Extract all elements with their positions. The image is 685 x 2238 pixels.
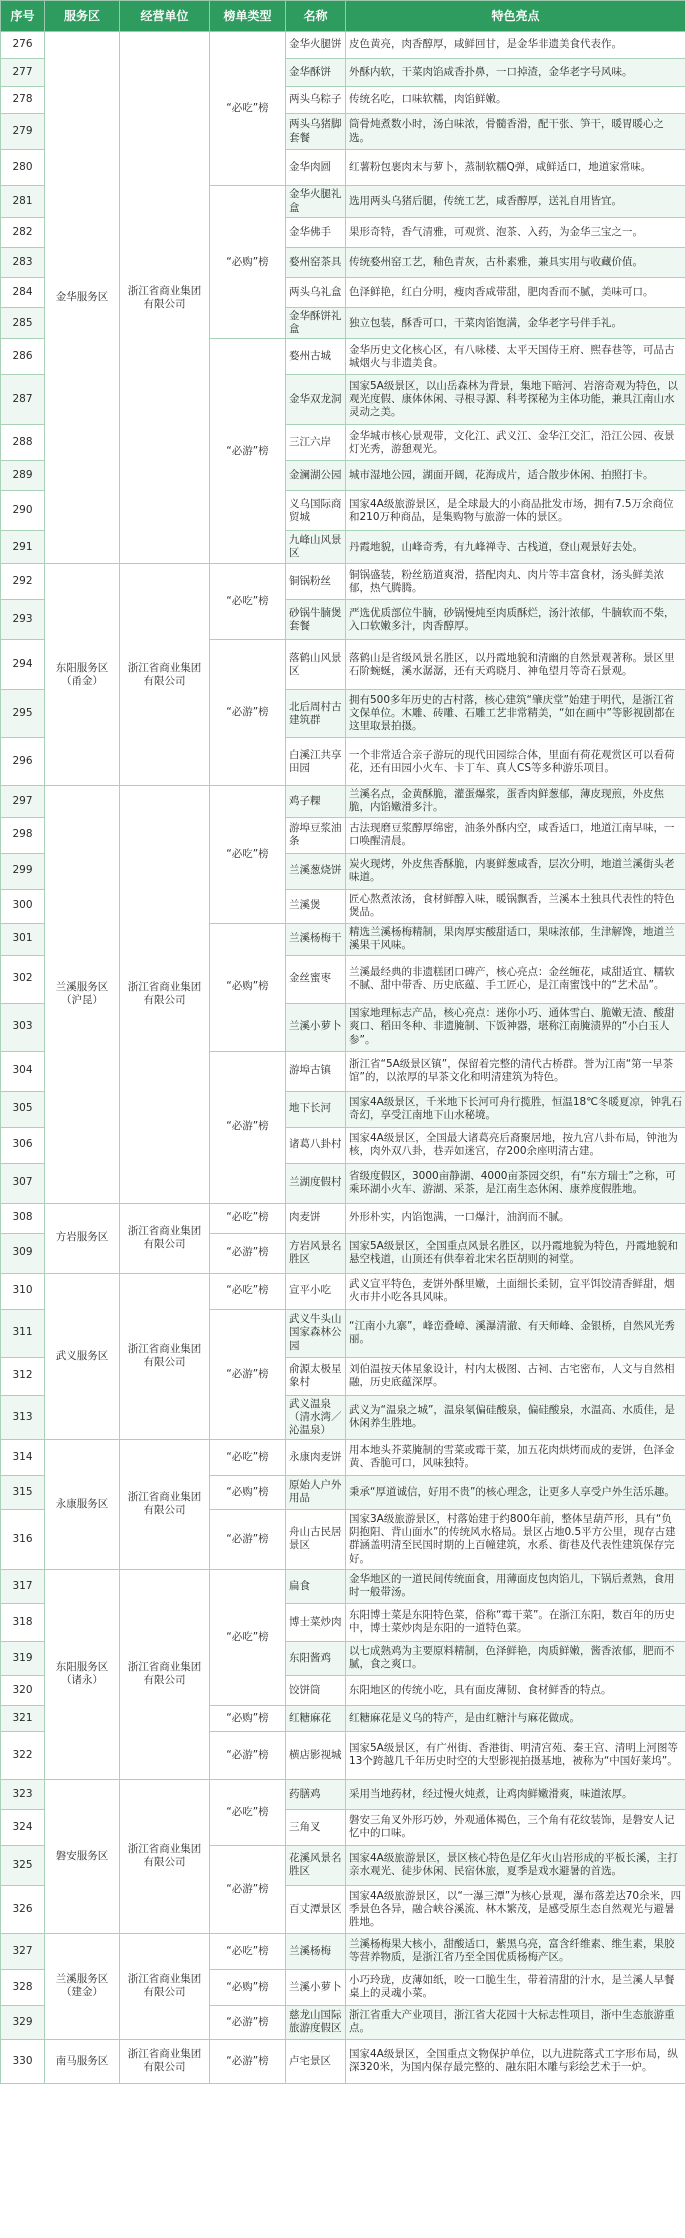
item-name: 兰溪杨梅	[286, 1933, 346, 1969]
item-feature: 秉承“厚道诚信，好用不贵”的核心理念，让更多人享受户外生活乐趣。	[346, 1475, 685, 1509]
item-feature: 刘伯温按天体星象设计，村内太极图、古祠、古宅密布，人文与自然相融，历史底蕴深厚。	[346, 1357, 685, 1395]
row-no: 289	[1, 461, 45, 491]
table-row	[1, 1779, 685, 1809]
item-feature: 金华城市核心景观带，文化江、武义江、金华江交汇，沿江公园、夜景灯光秀，游憩观光。	[346, 425, 685, 461]
row-no: 283	[1, 248, 45, 278]
row-no: 327	[1, 1933, 45, 1969]
item-name: 三角叉	[286, 1809, 346, 1845]
item-name: 武义温泉（清水湾／沁温泉）	[286, 1395, 346, 1439]
table-row	[1, 32, 685, 59]
item-feature: 筒骨炖煮数小时，汤白味浓，骨髓香滑，配干张、笋干，暖胃暖心之选。	[346, 114, 685, 150]
item-name: 兰溪葱烧饼	[286, 853, 346, 889]
item-name: 金丝蜜枣	[286, 955, 346, 1003]
service-area: 武义服务区	[45, 1273, 120, 1439]
item-feature: 精选兰溪杨梅精制，果肉厚实酸甜适口，果味浓郁，生津解馋，地道兰溪果干风味。	[346, 923, 685, 955]
item-feature: 国家4A级景区，全国最大诸葛亮后裔聚居地，按九宫八卦布局，钟池为核，肉外双八卦，巷弄如迷宫，存200余座明清古建。	[346, 1127, 685, 1163]
item-name: 白溪江共享田园	[286, 738, 346, 786]
item-name: 兰湖度假村	[286, 1163, 346, 1203]
row-no: 295	[1, 690, 45, 738]
list-type: “必购”榜	[210, 1475, 286, 1509]
item-feature: 传统婺州窑工艺，釉色青灰，古朴素雅，兼具实用与收藏价值。	[346, 248, 685, 278]
item-name: 宣平小吃	[286, 1273, 346, 1309]
row-no: 301	[1, 923, 45, 955]
row-no: 287	[1, 375, 45, 425]
operator: 浙江省商业集团有限公司	[120, 1569, 210, 1779]
item-name: 北后周村古建筑群	[286, 690, 346, 738]
item-name: 地下长河	[286, 1091, 346, 1127]
row-no: 311	[1, 1309, 45, 1357]
operator: 浙江省商业集团有限公司	[120, 1439, 210, 1569]
item-name: 慈龙山国际旅游度假区	[286, 2005, 346, 2039]
operator: 浙江省商业集团有限公司	[120, 2039, 210, 2083]
row-no: 324	[1, 1809, 45, 1845]
item-name: 兰溪煲	[286, 889, 346, 923]
item-feature: 金华地区的一道民间传统面食，用薄面皮包肉馅儿，下锅后煮熟，食用时一般带汤。	[346, 1569, 685, 1603]
item-name: 两头乌粽子	[286, 87, 346, 114]
item-feature: 色泽鲜艳，红白分明，瘦肉香咸带甜，肥肉香而不腻，美味可口。	[346, 278, 685, 308]
list-type: “必游”榜	[210, 1051, 286, 1203]
row-no: 312	[1, 1357, 45, 1395]
row-no: 306	[1, 1127, 45, 1163]
item-name: 方岩风景名胜区	[286, 1233, 346, 1273]
item-name: 舟山古民居景区	[286, 1509, 346, 1569]
item-name: 兰溪小萝卜	[286, 1969, 346, 2005]
item-feature: 国家4A级旅游景区，是全球最大的小商品批发市场，拥有7.5万余商位和210万种商品，是集购物与旅游一体的景区。	[346, 491, 685, 531]
row-no: 293	[1, 600, 45, 640]
row-no: 310	[1, 1273, 45, 1309]
item-feature: 国家4A级旅游景区，景区核心特色是亿年火山岩形成的平板长溪，主打亲水观光、徒步休闲、民宿休旅，夏季是戏水避暑的首选。	[346, 1845, 685, 1885]
service-area: 金华服务区	[45, 32, 120, 564]
item-feature: 红糖麻花是义乌的特产，是由红糖汁与麻花做成。	[346, 1705, 685, 1731]
row-no: 292	[1, 564, 45, 600]
service-area: 磐安服务区	[45, 1779, 120, 1933]
row-no: 304	[1, 1051, 45, 1091]
item-feature: 红薯粉包裹肉末与萝卜，蒸制软糯Q弹，咸鲜适口，地道家常味。	[346, 150, 685, 186]
item-feature: 东阳博士菜是东阳特色菜，俗称“霉干菜”。在浙江东阳，数百年的历史中，博士菜炒肉是东阳的一道特色菜。	[346, 1603, 685, 1641]
row-no: 309	[1, 1233, 45, 1273]
item-feature: 严选优质部位牛腩，砂锅慢炖至肉质酥烂，汤汁浓郁，牛腩软而不柴，入口软嫩多汁，肉香醇厚。	[346, 600, 685, 640]
item-name: 原始人户外用品	[286, 1475, 346, 1509]
item-name: 东阳酱鸡	[286, 1641, 346, 1675]
row-no: 315	[1, 1475, 45, 1509]
item-name: 俞源太极星象村	[286, 1357, 346, 1395]
item-feature: 国家5A级景区，全国重点风景名胜区，以丹霞地貌为特色，丹霞地貌和悬空栈道，山顶还有供奉着北宋名臣胡则的祠堂。	[346, 1233, 685, 1273]
operator: 浙江省商业集团有限公司	[120, 1273, 210, 1439]
row-no: 326	[1, 1885, 45, 1933]
table-row	[1, 1203, 685, 1233]
row-no: 318	[1, 1603, 45, 1641]
item-feature: 外酥内软，干菜肉馅咸香扑鼻，一口掉渣，金华老字号风味。	[346, 59, 685, 87]
header-type: 榜单类型	[210, 1, 286, 32]
item-feature: 匠心熬煮浓汤，食材鲜醇入味，暖锅飘香，兰溪本土独具代表性的特色煲品。	[346, 889, 685, 923]
row-no: 297	[1, 786, 45, 817]
row-no: 285	[1, 308, 45, 339]
item-name: 婺州古城	[286, 339, 346, 375]
list-type: “必吃”榜	[210, 786, 286, 923]
service-area: 东阳服务区（甬金）	[45, 564, 120, 786]
item-name: 铜锅粉丝	[286, 564, 346, 600]
item-feature: 兰溪最经典的非遗糕团口碑产，核心亮点：金丝缠花，咸甜适宜、糯软不腻、甜中带香、历史底蕴、手工匠心，是江南蜜饯中的“艺术品”。	[346, 955, 685, 1003]
operator: 浙江省商业集团有限公司	[120, 564, 210, 786]
item-feature: 省级度假区，3000亩静湖、4000亩茶园交织，有“东方瑞士”之称，可乘环湖小火车、游湖、采茶，是江南生态休闲、康养度假胜地。	[346, 1163, 685, 1203]
list-type: “必游”榜	[210, 1509, 286, 1569]
item-name: 诸葛八卦村	[286, 1127, 346, 1163]
item-name: 永康肉麦饼	[286, 1439, 346, 1475]
item-name: 落鹤山风景区	[286, 640, 346, 690]
list-type: “必吃”榜	[210, 1569, 286, 1705]
item-name: 义乌国际商贸城	[286, 491, 346, 531]
item-name: 饺饼筒	[286, 1675, 346, 1705]
item-name: 鸡子粿	[286, 786, 346, 817]
table-row	[1, 1933, 685, 1969]
item-feature: 落鹤山是省级风景名胜区，以丹霞地貌和清幽的自然景观著称。景区里石阶蜿蜒，溪水潺潺，还有天鸡晓月、神龟望月等奇石景观。	[346, 640, 685, 690]
item-feature: “江南小九寨”，峰峦叠嶂、溪瀑清澈、有天师峰、金银桥，自然风光秀丽。	[346, 1309, 685, 1357]
item-name: 九峰山风景区	[286, 531, 346, 564]
item-feature: 传统名吃，口味软糯，肉馅鲜嫩。	[346, 87, 685, 114]
row-no: 320	[1, 1675, 45, 1705]
item-name: 药膳鸡	[286, 1779, 346, 1809]
item-feature: 铜锅盛装，粉丝筋道爽滑，搭配肉丸、肉片等丰富食材，汤头鲜美浓郁，热气腾腾。	[346, 564, 685, 600]
list-type: “必吃”榜	[210, 32, 286, 186]
row-no: 322	[1, 1731, 45, 1779]
row-no: 291	[1, 531, 45, 564]
row-no: 298	[1, 817, 45, 853]
list-type: “必游”榜	[210, 1233, 286, 1273]
item-name: 扁食	[286, 1569, 346, 1603]
table-row	[1, 2039, 685, 2083]
item-feature: 丹霞地貌，山峰奇秀，有九峰禅寺、古栈道，登山观景好去处。	[346, 531, 685, 564]
item-name: 婺州窑茶具	[286, 248, 346, 278]
list-type: “必购”榜	[210, 923, 286, 1051]
row-no: 299	[1, 853, 45, 889]
operator: 浙江省商业集团有限公司	[120, 1203, 210, 1273]
item-name: 两头乌礼盒	[286, 278, 346, 308]
item-feature: 采用当地药材，经过慢火炖煮，让鸡肉鲜嫩滑爽，味道浓厚。	[346, 1779, 685, 1809]
row-no: 319	[1, 1641, 45, 1675]
item-feature: 小巧玲珑，皮薄如纸，咬一口脆生生，带着清甜的汁水，是兰溪人早餐桌上的灵魂小菜。	[346, 1969, 685, 2005]
row-no: 302	[1, 955, 45, 1003]
row-no: 276	[1, 32, 45, 59]
service-area: 东阳服务区（诸永）	[45, 1569, 120, 1779]
item-feature: 一个非常适合亲子游玩的现代田园综合体，里面有荷花观赏区可以看荷花，还有田园小火车、卡丁车、真人CS等多种游乐项目。	[346, 738, 685, 786]
item-feature: 兰溪名点，金黄酥脆，灌蛋爆浆，蛋香肉鲜葱郁，薄皮现煎，外皮焦脆，内馅嫩滑多汁。	[346, 786, 685, 817]
item-feature: 浙江省重大产业项目，浙江省大花园十大标志性项目，浙中生态旅游重点。	[346, 2005, 685, 2039]
row-no: 296	[1, 738, 45, 786]
item-name: 金华佛手	[286, 218, 346, 248]
item-feature: 国家3A级旅游景区，村落始建于约800年前，整体呈葫芦形，具有“负阴抱阳、背山面水”的传统风水格局。景区占地0.5平方公里，现存古建群涵盖明清至民国时期的上百幢建筑，水系、街巷及代表性建筑保存完好。	[346, 1509, 685, 1569]
list-type: “必购”榜	[210, 186, 286, 339]
item-feature: 外形朴实，内馅饱满，一口爆汁，油润而不腻。	[346, 1203, 685, 1233]
item-name: 红糖麻花	[286, 1705, 346, 1731]
item-feature: 以七成熟鸡为主要原料精制，色泽鲜艳，肉质鲜嫩，酱香浓郁，肥而不腻，食之爽口。	[346, 1641, 685, 1675]
item-name: 卢宅景区	[286, 2039, 346, 2083]
item-feature: 城市湿地公园，湖面开阔，花海成片，适合散步休闲、拍照打卡。	[346, 461, 685, 491]
row-no: 323	[1, 1779, 45, 1809]
row-no: 325	[1, 1845, 45, 1885]
row-no: 300	[1, 889, 45, 923]
row-no: 281	[1, 186, 45, 218]
list-type: “必游”榜	[210, 1731, 286, 1779]
service-area: 方岩服务区	[45, 1203, 120, 1273]
row-no: 316	[1, 1509, 45, 1569]
row-no: 278	[1, 87, 45, 114]
item-name: 两头乌猪脚套餐	[286, 114, 346, 150]
row-no: 288	[1, 425, 45, 461]
row-no: 286	[1, 339, 45, 375]
list-type: “必游”榜	[210, 1309, 286, 1439]
list-type: “必吃”榜	[210, 1933, 286, 1969]
service-area: 南马服务区	[45, 2039, 120, 2083]
row-no: 330	[1, 2039, 45, 2083]
item-feature: 果形奇特，香气清雅，可观赏、泡茶、入药，为金华三宝之一。	[346, 218, 685, 248]
row-no: 307	[1, 1163, 45, 1203]
table-row	[1, 1273, 685, 1309]
row-no: 321	[1, 1705, 45, 1731]
header-name: 名称	[286, 1, 346, 32]
row-no: 282	[1, 218, 45, 248]
list-type: “必游”榜	[210, 1845, 286, 1933]
table-row	[1, 786, 685, 817]
service-area: 兰溪服务区（沪昆）	[45, 786, 120, 1203]
item-feature: 国家4A级景区，千米地下长河可舟行揽胜，恒温18℃冬暖夏凉，钟乳石奇幻，享受江南地下山水秘境。	[346, 1091, 685, 1127]
table-header-row	[1, 1, 685, 32]
item-feature: 国家5A级景区，有广州街、香港街、明清宫苑、秦王宫、清明上河图等13个跨越几千年历史时空的大型影视拍摄基地，被称为“中国好莱坞”。	[346, 1731, 685, 1779]
item-feature: 国家4A级旅游景区，以“一瀑三潭”为核心景观，瀑布落差达70余米，四季景色各异，融合峡谷溪流、林木繁茂，是感受原生态自然观光与避暑胜地。	[346, 1885, 685, 1933]
row-no: 328	[1, 1969, 45, 2005]
item-name: 金澜湖公园	[286, 461, 346, 491]
item-name: 兰溪小萝卜	[286, 1003, 346, 1051]
item-feature: 国家地理标志产品，核心亮点：迷你小巧、通体雪白、脆嫩无渣、酸甜爽口、稻田冬种、非遗腌制、下饭神器，堪称江南腌渍界的“小白玉人参”。	[346, 1003, 685, 1051]
header-no: 序号	[1, 1, 45, 32]
item-feature: 拥有500多年历史的古村落，核心建筑“肇庆堂”始建于明代，是浙江省文保单位。木雕、砖雕、石雕工艺非常精美，“如在画中”等影视剧都在这里取景拍摄。	[346, 690, 685, 738]
service-area: 兰溪服务区（建金）	[45, 1933, 120, 2039]
item-name: 肉麦饼	[286, 1203, 346, 1233]
operator: 浙江省商业集团有限公司	[120, 1933, 210, 2039]
list-type: “必游”榜	[210, 2005, 286, 2039]
operator: 浙江省商业集团有限公司	[120, 32, 210, 564]
item-name: 金华火腿饼	[286, 32, 346, 59]
row-no: 279	[1, 114, 45, 150]
row-no: 284	[1, 278, 45, 308]
item-name: 花溪风景名胜区	[286, 1845, 346, 1885]
row-no: 277	[1, 59, 45, 87]
item-name: 金华酥饼礼盒	[286, 308, 346, 339]
item-name: 兰溪杨梅干	[286, 923, 346, 955]
table-row	[1, 1569, 685, 1603]
item-feature: 皮色黄亮，肉香醇厚，咸鲜回甘，是金华非遗美食代表作。	[346, 32, 685, 59]
item-name: 博士菜炒肉	[286, 1603, 346, 1641]
item-feature: 用本地头芥菜腌制的雪菜或霉干菜，加五花肉烘烤而成的麦饼，色泽金黄、香脆可口，风味独特。	[346, 1439, 685, 1475]
row-no: 303	[1, 1003, 45, 1051]
table-row	[1, 1439, 685, 1475]
item-feature: 武义宣平特色，麦饼外酥里嫩，土面细长柔韧，宣平饵饺清香鲜甜，烟火市井小吃各具风味。	[346, 1273, 685, 1309]
operator: 浙江省商业集团有限公司	[120, 1779, 210, 1933]
row-no: 308	[1, 1203, 45, 1233]
item-name: 金华双龙洞	[286, 375, 346, 425]
item-feature: 选用两头乌猪后腿，传统工艺，咸香醇厚，送礼自用皆宜。	[346, 186, 685, 218]
item-feature: 古法现磨豆浆醇厚绵密，油条外酥内空，咸香适口，地道江南早味，一口唤醒清晨。	[346, 817, 685, 853]
item-name: 金华酥饼	[286, 59, 346, 87]
item-feature: 浙江省“5A级景区镇”，保留着完整的清代古桥群。誉为江南“第一早茶馆”的，以浓厚的早茶文化和明清建筑为特色。	[346, 1051, 685, 1091]
item-name: 游埠豆浆油条	[286, 817, 346, 853]
list-type: “必吃”榜	[210, 564, 286, 640]
list-type: “必吃”榜	[210, 1439, 286, 1475]
row-no: 305	[1, 1091, 45, 1127]
item-feature: 东阳地区的传统小吃，具有面皮薄韧、食材鲜香的特点。	[346, 1675, 685, 1705]
row-no: 294	[1, 640, 45, 690]
row-no: 329	[1, 2005, 45, 2039]
header-feature: 特色亮点	[346, 1, 685, 32]
item-feature: 国家5A级景区，以山岳森林为背景，集地下暗河、岩溶奇观为特色，以观光度假、康体休闲、寻根寻源、科考探秘为主体功能，兼具江南山水灵动之美。	[346, 375, 685, 425]
item-feature: 独立包装，酥香可口，干菜肉馅饱满，金华老字号伴手礼。	[346, 308, 685, 339]
row-no: 317	[1, 1569, 45, 1603]
item-name: 金华火腿礼盒	[286, 186, 346, 218]
item-name: 百丈潭景区	[286, 1885, 346, 1933]
header-area: 服务区	[45, 1, 120, 32]
item-feature: 炭火现烤，外皮焦香酥脆，内裹鲜葱咸香，层次分明，地道兰溪街头老味道。	[346, 853, 685, 889]
item-feature: 金华历史文化核心区，有八咏楼、太平天国侍王府、熙春巷等，可品古城烟火与非遗美食。	[346, 339, 685, 375]
service-area: 永康服务区	[45, 1439, 120, 1569]
item-name: 横店影视城	[286, 1731, 346, 1779]
item-name: 游埠古镇	[286, 1051, 346, 1091]
list-type: “必吃”榜	[210, 1273, 286, 1309]
row-no: 313	[1, 1395, 45, 1439]
item-feature: 兰溪杨梅果大核小，甜酸适口，紫黑乌亮，富含纤维素、维生素，果胶等营养物质，是浙江省乃至全国优质杨梅产区。	[346, 1933, 685, 1969]
item-feature: 国家4A级景区，全国重点文物保护单位，以九进院落式工字形布局，纵深320米，为国内保存最完整的、融东阳木雕与彩绘艺术于一炉。	[346, 2039, 685, 2083]
item-name: 三江六岸	[286, 425, 346, 461]
list-type: “必吃”榜	[210, 1779, 286, 1845]
row-no: 314	[1, 1439, 45, 1475]
item-name: 砂锅牛腩煲套餐	[286, 600, 346, 640]
operator: 浙江省商业集团有限公司	[120, 786, 210, 1203]
item-feature: 磐安三角叉外形巧妙，外观通体褐色，三个角有花纹装饰，是磐安人记忆中的口味。	[346, 1809, 685, 1845]
row-no: 280	[1, 150, 45, 186]
header-unit: 经营单位	[120, 1, 210, 32]
row-no: 290	[1, 491, 45, 531]
list-type: “必购”榜	[210, 1705, 286, 1731]
item-feature: 武义为“温泉之城”，温泉氡偏硅酸泉，偏硅酸泉，水温高、水质佳，是休闲养生胜地。	[346, 1395, 685, 1439]
item-name: 金华肉圆	[286, 150, 346, 186]
list-type: “必游”榜	[210, 339, 286, 564]
item-name: 武义牛头山国家森林公园	[286, 1309, 346, 1357]
list-type: “必购”榜	[210, 1969, 286, 2005]
list-type: “必游”榜	[210, 640, 286, 786]
list-type: “必游”榜	[210, 2039, 286, 2083]
table-row	[1, 564, 685, 600]
list-type: “必吃”榜	[210, 1203, 286, 1233]
